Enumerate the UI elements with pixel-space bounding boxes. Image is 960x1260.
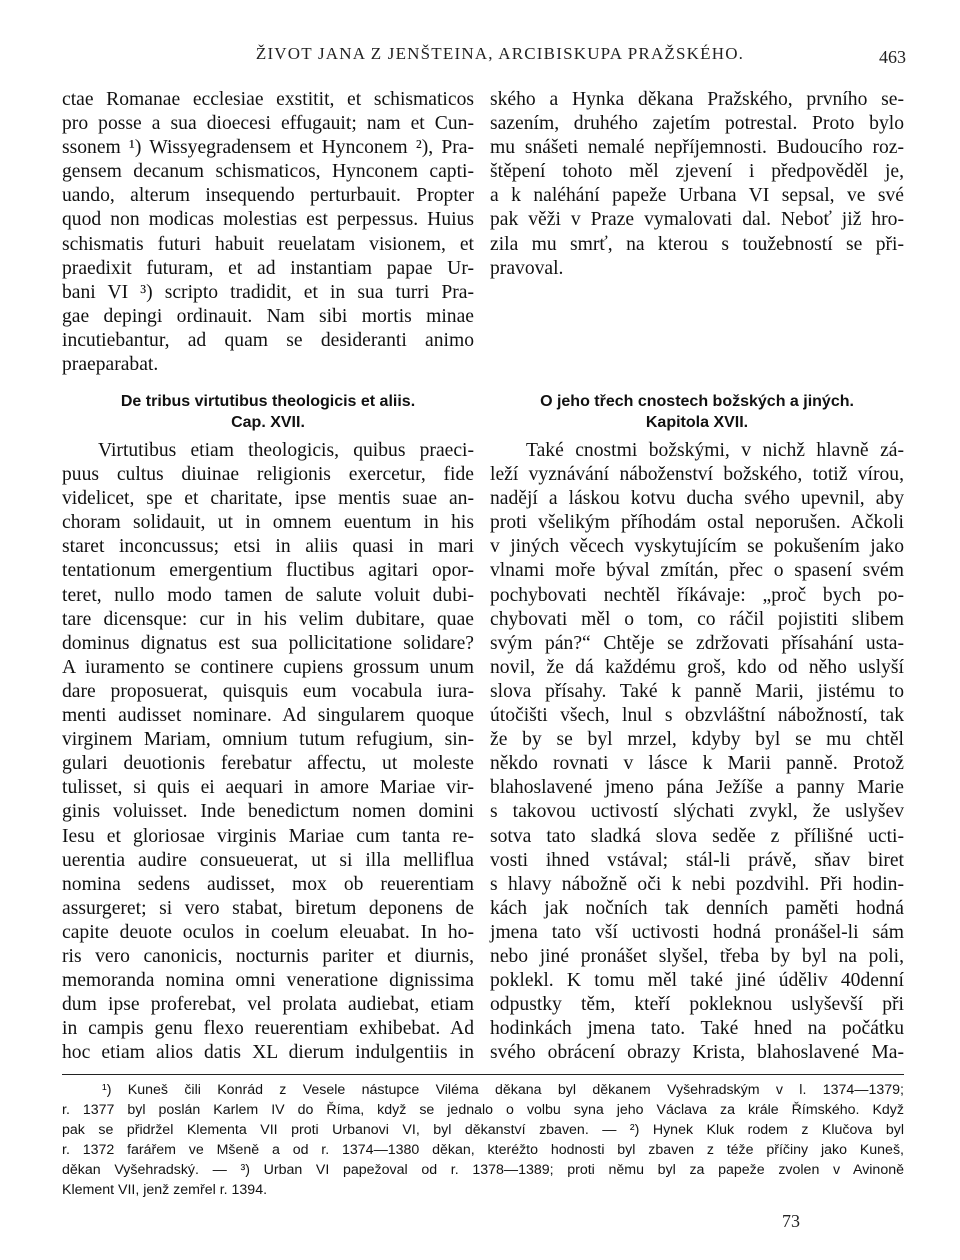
text-line: v jiných věcech vyskytujícím se pokušením jako <box>490 536 904 558</box>
text-line: novil, že dá každému groš, kdo od něho uslyší <box>490 656 904 678</box>
text-line: assurgeret; si vero stabat, biretum deponens de <box>62 897 474 919</box>
text-line: bani VI ³) scripto tradidit, et in sua turri Pra- <box>62 281 474 303</box>
text-line: uerentia audire consueuerat, ut si illa melliflua <box>62 849 474 871</box>
text-line: hoc etiam alios datis XL dierum indulgentiis in <box>62 1042 474 1064</box>
text-line: pravoval. <box>490 257 564 279</box>
text-line: staret inconcussus; etsi in aliis quasi in mari <box>62 536 474 558</box>
text-line: capite deuote oculos in coelum eleuabat. In ho- <box>62 921 474 943</box>
text-line: gensem decanum schismaticos, Hynconem capti- <box>62 161 474 183</box>
text-line: leží vyznávání náboženství božského, totiž vírou, <box>490 464 904 486</box>
text-line: pak věži v Praze vymalovati dal. Neboť již hro- <box>490 209 904 231</box>
text-line: schismatis futuri habuit reuelatam visionem, et <box>62 233 474 255</box>
text-line: někdo rovnati v lásce k Marii panně. Protož <box>490 753 904 775</box>
text-line: uando, alterum insequendo perturbauit. Propter <box>62 185 474 207</box>
text-line: svého obrácení obrazy Krista, blahoslavené Ma- <box>490 1042 904 1064</box>
text-line: sotva tato sladká slova seděe z přílišné ucti- <box>490 825 904 847</box>
chapter-heading-latin <box>62 391 474 433</box>
text-line: ginis voluisset. Inde benedictum nomen domini <box>62 801 474 823</box>
text-line: odpustky těm, kteří pokleknou uslyševší při <box>490 994 904 1016</box>
footnotes <box>62 1081 904 1200</box>
text-line: s hlavy nábožně oči k nebi pozdvihl. Při hodin- <box>490 873 904 895</box>
text-line: incutiebantur, ad quam se desideranti animo <box>62 329 474 351</box>
text-line: puus cultus diuinae religionis exercetur, fide <box>62 464 474 486</box>
chapter-number: Cap. XVII. <box>231 414 305 431</box>
text-line: pochybovati nechtěl říkávaje: „proč bych po- <box>490 584 904 606</box>
text-line: videlicet, spe et charitate, ipse mentis suae an- <box>62 488 474 510</box>
text-line: tare dicensque: cur in his velim dubitare, quae <box>62 608 474 630</box>
text-line: nebo jiné pronášet slyšel, třeba by byl na poli, <box>490 945 904 967</box>
text-line: mu snášeti nemalé nepříjemnosti. Budoucího roz- <box>490 137 904 159</box>
latin-text-chapter <box>62 439 474 1065</box>
text-line: praeparabat. <box>62 354 159 376</box>
czech-text-chapter <box>490 439 904 1065</box>
text-line: vlnami moře býval zmítán, přec o spasení svém <box>490 560 904 582</box>
text-line: štěpení tohoto měl zjevení i předpověděl je, <box>490 161 904 183</box>
text-line: Virtutibus etiam theologicis, quibus praeci- <box>98 440 474 461</box>
text-line: blahoslavené jmeno pána Ježíše a panny Marie <box>490 777 904 799</box>
text-line: A iuramento se continere cupiens grossum unum <box>62 656 474 678</box>
footnote-line: r. 1372 farářem ve Mšeně a od r. 1374—1380 děkan, kteréžto hodnosti byl zbaven z téže příčiny jako Kuneš, <box>62 1141 904 1158</box>
text-line: Iesu et gloriosae virginis Mariae cum tanta re- <box>62 825 474 847</box>
text-line: Také cnostmi božskými, v nichž hlavně zá- <box>526 440 904 461</box>
text-line: útočišti všech, lnul s obzvláštní nábožností, tak <box>490 705 904 727</box>
text-line: proti všelikým příhodám ostal neporušen. Ačkoli <box>490 512 904 534</box>
footnote-line: ¹) Kuneš čili Konrád z Vesele nástupce Viléma děkana byl děkanem Vyšehradským v l. 1374—1379; <box>102 1082 904 1098</box>
chapter-heading-czech <box>490 391 904 433</box>
text-line: svým pán?“ Chtěje se zdržovati přísahání usta- <box>490 632 904 654</box>
text-line: vosti ihned vstával; stál-li právě, sňav biret <box>490 849 904 871</box>
text-line: virginem Mariam, omnium tutum refugium, sin- <box>62 729 474 751</box>
footnote-line: děkan Vyšehradský. — ³) Urban VI papežoval od r. 1378—1389; proti němu byl za papeže zvolen v Avinoně <box>62 1161 904 1178</box>
text-line: jmena tato vší uctivosti hodná pronášel-li sám <box>490 921 904 943</box>
text-line: memoranda nomina omni veneratione dignissima <box>62 970 474 992</box>
text-line: nomina sedens audisset, mox ob reuerentiam <box>62 873 474 895</box>
text-line: ssonem ¹) Wissyegradensem et Hynconem ²), Pra- <box>62 137 474 159</box>
text-line: praedixit futuram, et ad instantiam papae Ur- <box>62 257 474 279</box>
text-line: gulari deuotionis ferebatur affectu, ut moleste <box>62 753 474 775</box>
chapter-number: Kapitola XVII. <box>645 414 749 431</box>
page-number: 463 <box>879 47 906 67</box>
text-line: dominus dignatus est sua pollicitatione solidare? <box>62 632 474 654</box>
text-line: choram solidauit, ut in omnem euentum in his <box>62 512 474 534</box>
text-line: teret, nullo modo tamen de salute voluit dubi- <box>62 584 474 606</box>
footnote-line: r. 1377 byl poslán Karlem IV do Říma, když se jednalo o volbu syna jeho Václava za krále Římského. Když <box>62 1101 904 1118</box>
text-line: quod non modicas molestias est perpessus. Huius <box>62 209 474 231</box>
text-line: dare proposuerat, quisquis eum vocabula iura- <box>62 680 474 702</box>
text-line: in campis genu flexo reuerentiam exhibebat. Ad <box>62 1018 474 1040</box>
text-line: pro posse a sua dioecesi effugauit; nam et Cun- <box>62 113 474 135</box>
chapter-title: De tribus virtutibus theologicis et aliis. <box>120 393 416 410</box>
latin-text-top <box>62 88 474 377</box>
running-head: ŽIVOT JANA Z JENŠTEINA, ARCIBISKUPA PRAŽSKÉHO. <box>255 44 745 63</box>
text-line: poklekl. K tomu měl také jiné úděliv 40denní <box>490 970 904 992</box>
text-line: ského a Hynka děkana Pražského, prvního se- <box>490 89 904 110</box>
text-line: tulisset, si quis ei aequari in amore Mariae vir- <box>62 777 474 799</box>
text-line: ris vero canonicis, nocturnis pariter et diurnis, <box>62 945 474 967</box>
text-line: a k naléhání papeže Urbana VI sepsal, ve své <box>490 185 904 207</box>
text-line: hodinkách jmena tato. Také hned na počátku <box>490 1018 904 1040</box>
text-line: sazením, druhého zajetím potrestal. Proto bylo <box>490 113 904 135</box>
text-line: že by se byl mrzel, kdyby byl se mu chtěl <box>490 729 904 751</box>
text-line: slova přísahy. Také k panně Marii, jistému to <box>490 680 904 702</box>
text-line: zila mu smrť, na kterou s toužebností se při- <box>490 233 904 255</box>
text-line: menti audisset nominare. Ad singularem quoque <box>62 705 474 727</box>
text-line: nadějí a láskou kotvu ducha svého upevnil, aby <box>490 488 904 510</box>
printer-signature-mark: 73 <box>782 1211 800 1231</box>
text-line: tentationum emergentium fluctibus agitari opor- <box>62 560 474 582</box>
text-line: s takovou uctivostí slýchati zvykl, že uslyšev <box>490 801 904 823</box>
footnote-divider <box>62 1074 904 1075</box>
chapter-title: O jeho třech cnostech božských a jiných. <box>540 393 854 410</box>
czech-text-top <box>490 88 904 281</box>
text-line: dum ipse proferebat, vel prolata audiebat, etiam <box>62 994 474 1016</box>
footnote-line: pak se přidržel Klementa VII proti Urbanovi VI, byl děkanství zbaven. — ²) Hynek Kluk rodem z Klučova byl <box>62 1121 904 1138</box>
text-line: kách jak nočních tak denních paměti hodná <box>490 897 904 919</box>
text-line: ctae Romanae ecclesiae exstitit, et schismaticos <box>62 89 474 110</box>
text-line: chybovati měl o tom, co ráčil pojistiti slibem <box>490 608 904 630</box>
text-line: gae depingi ordinauit. Nam sibi mortis minae <box>62 305 474 327</box>
footnote-line: Klement VII, jenž zemřel r. 1394. <box>62 1181 268 1198</box>
